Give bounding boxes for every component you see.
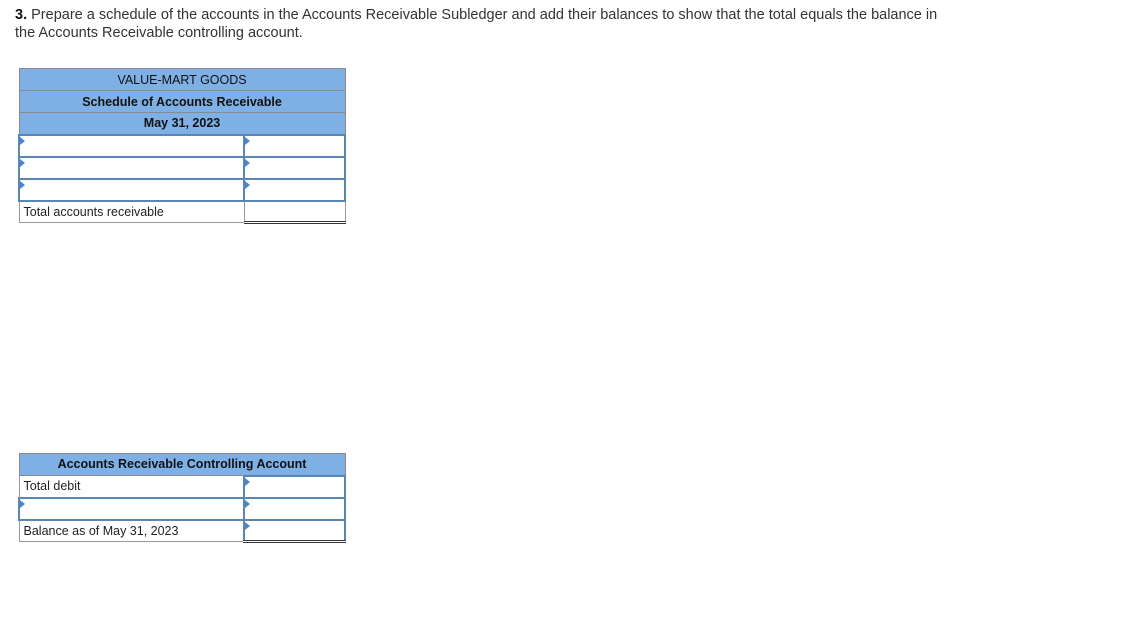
table-row [19, 476, 345, 498]
customer-name-cell-3[interactable] [19, 179, 244, 201]
question-prompt [15, 7, 955, 42]
total-debit-label: Total debit [19, 476, 244, 498]
customer-amount-cell-1[interactable] [244, 135, 345, 157]
total-ar-input[interactable] [245, 202, 345, 222]
dropdown-marker-icon [245, 159, 250, 167]
balance-cell[interactable] [244, 520, 345, 542]
company-name: VALUE-MART GOODS [19, 69, 345, 91]
customer-name-input-1[interactable] [20, 136, 243, 156]
dropdown-marker-icon [245, 500, 250, 508]
dropdown-marker-icon [245, 181, 250, 189]
table-row [19, 135, 345, 157]
dropdown-marker-icon [20, 181, 25, 189]
controlling-middle-value-input[interactable] [245, 499, 344, 519]
dropdown-marker-icon [245, 478, 250, 486]
controlling-middle-label-input[interactable] [20, 499, 243, 519]
dropdown-marker-icon [20, 137, 25, 145]
schedule-date: May 31, 2023 [19, 113, 345, 135]
customer-amount-input-2[interactable] [245, 158, 344, 178]
customer-amount-input-3[interactable] [245, 180, 344, 200]
table-row [19, 498, 345, 520]
balance-label: Balance as of May 31, 2023 [19, 520, 244, 542]
customer-amount-cell-2[interactable] [244, 157, 345, 179]
total-ar-cell[interactable] [244, 201, 345, 223]
dropdown-marker-icon [20, 159, 25, 167]
dropdown-marker-icon [245, 522, 250, 530]
dropdown-marker-icon [245, 137, 250, 145]
balance-row [19, 520, 345, 542]
customer-amount-cell-3[interactable] [244, 179, 345, 201]
controlling-title: Accounts Receivable Controlling Account [19, 454, 345, 476]
customer-name-input-2[interactable] [20, 158, 243, 178]
controlling-middle-value-cell[interactable] [244, 498, 345, 520]
table-row [19, 157, 345, 179]
table-row [19, 179, 345, 201]
total-ar-label: Total accounts receivable [19, 201, 244, 223]
controlling-account-table [18, 453, 346, 543]
total-debit-cell[interactable] [244, 476, 345, 498]
balance-input[interactable] [245, 521, 344, 541]
dropdown-marker-icon [20, 500, 25, 508]
total-row [19, 201, 345, 223]
customer-name-input-3[interactable] [20, 180, 243, 200]
question-text: Prepare a schedule of the accounts in the Accounts Receivable Subledger and add their balances to show that the total equals the balance in the Accounts Receivable controlling account. [15, 7, 938, 41]
schedule-table [18, 68, 346, 224]
question-number: 3. [15, 7, 28, 23]
customer-name-cell-2[interactable] [19, 157, 244, 179]
total-debit-input[interactable] [245, 477, 344, 497]
controlling-middle-label-cell[interactable] [19, 498, 244, 520]
schedule-title: Schedule of Accounts Receivable [19, 91, 345, 113]
customer-amount-input-1[interactable] [245, 136, 344, 156]
customer-name-cell-1[interactable] [19, 135, 244, 157]
